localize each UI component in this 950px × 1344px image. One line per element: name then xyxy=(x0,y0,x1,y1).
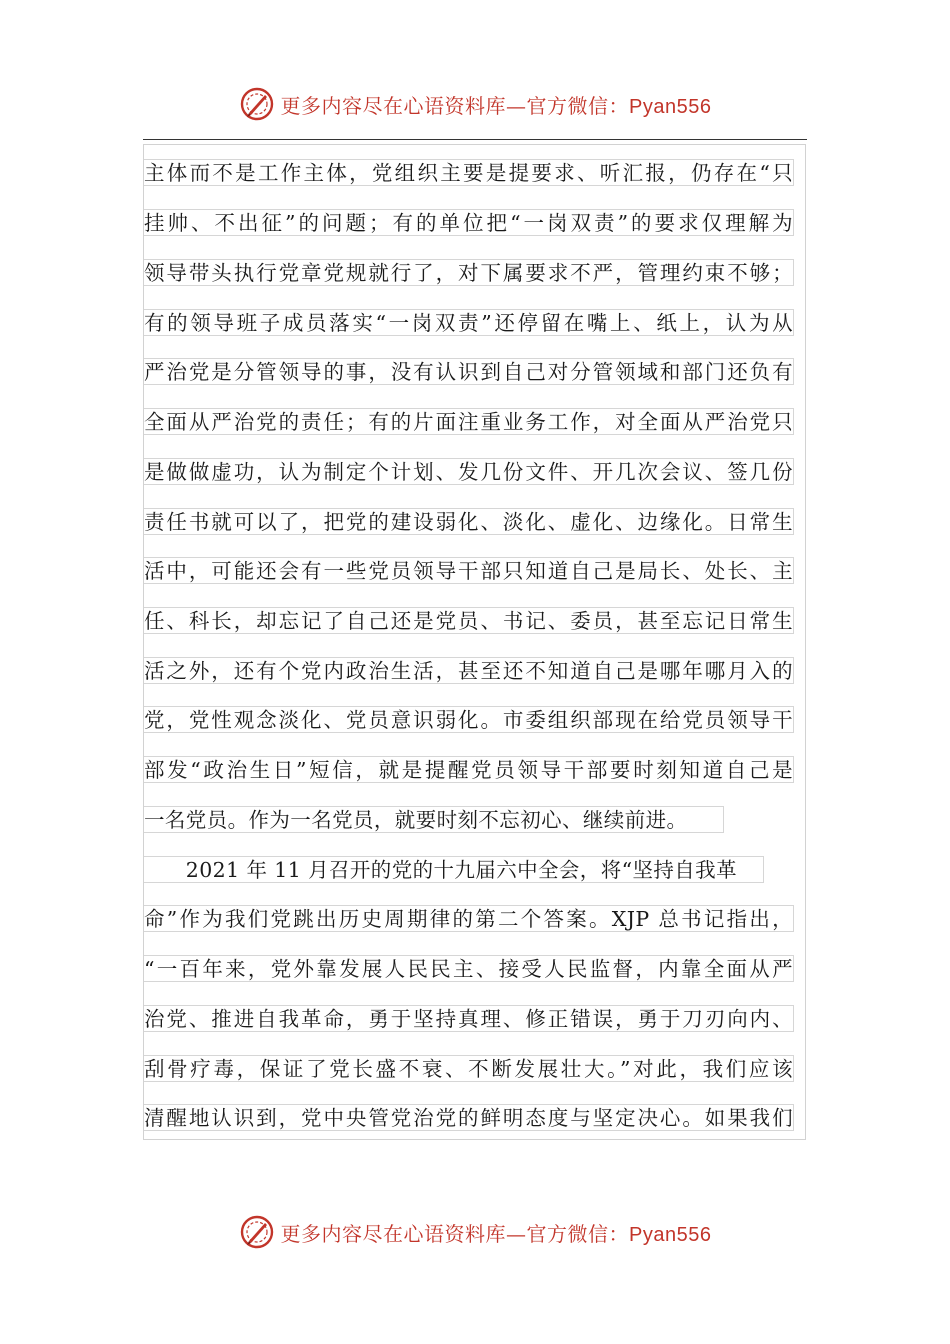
text-line: 活之外，还有个党内政治生活，甚至还不知道自己是哪年哪月入的 xyxy=(144,659,793,683)
text-line: 清醒地认识到，党中央管党治党的鲜明态度与坚定决心。如果我们 xyxy=(144,1106,793,1130)
footer-banner xyxy=(0,1210,950,1254)
text-line: 党，党性观念淡化、党员意识弱化。市委组织部现在给党员领导干 xyxy=(144,708,793,732)
text-line: 一名党员。作为一名党员，就要时刻不忘初心、继续前进。 xyxy=(144,806,724,833)
paragraph-start-line: 2021 年 11 月召开的党的十九届六中全会，将“坚持自我革 xyxy=(144,856,764,883)
text-line: 刮骨疗毒，保证了党长盛不衰、不断发展壮大。”对此，我们应该 xyxy=(144,1057,793,1081)
text-line: 任、科长，却忘记了自己还是党员、书记、委员，甚至忘记日常生 xyxy=(144,609,793,633)
banner-handle: Pyan556 xyxy=(629,95,712,118)
text-line: 是做做虚功，认为制定个计划、发几份文件、开几次会议、签几份 xyxy=(144,460,793,484)
text-line: 全面从严治党的责任；有的片面注重业务工作，对全面从严治党只 xyxy=(144,410,793,434)
text-line: 活中，可能还会有一些党员领导干部只知道自己是局长、处长、主 xyxy=(144,559,793,583)
text-line: 挂帅、不出征”的问题；有的单位把“一岗双责”的要求仅理解为 xyxy=(144,211,793,235)
banner-handle: Pyan556 xyxy=(629,1223,712,1246)
text-line: “一百年来，党外靠发展人民民主、接受人民监督，内靠全面从严 xyxy=(144,957,793,981)
text-line: 领导带头执行党章党规就行了，对下属要求不严，管理约束不够； xyxy=(144,261,793,285)
banner-label: 更多内容尽在心语资料库—官方微信： xyxy=(280,1221,630,1246)
text-frame xyxy=(143,144,806,1140)
header-rule xyxy=(143,139,807,140)
quill-logo-icon xyxy=(239,1214,275,1250)
text-line: 责任书就可以了，把党的建设弱化、淡化、虚化、边缘化。日常生 xyxy=(144,510,793,534)
text-line: 主体而不是工作主体，党组织主要是提要求、听汇报，仍存在“只 xyxy=(144,161,793,185)
text-line: 部发“政治生日”短信，就是提醒党员领导干部要时刻知道自己是 xyxy=(144,758,793,782)
banner-label: 更多内容尽在心语资料库—官方微信： xyxy=(280,93,630,118)
text-line: 严治党是分管领导的事，没有认识到自己对分管领域和部门还负有 xyxy=(144,360,793,384)
banner-text xyxy=(281,1218,712,1247)
quill-logo-icon xyxy=(239,86,275,122)
text-line: 命”作为我们党跳出历史周期律的第二个答案。XJP 总书记指出， xyxy=(144,907,793,931)
text-line: 治党、推进自我革命，勇于坚持真理、修正错误，勇于刀刃向内、 xyxy=(144,1007,793,1031)
header-banner xyxy=(0,82,950,126)
banner-text xyxy=(281,90,712,119)
text-line: 有的领导班子成员落实“一岗双责”还停留在嘴上、纸上，认为从 xyxy=(144,311,793,335)
